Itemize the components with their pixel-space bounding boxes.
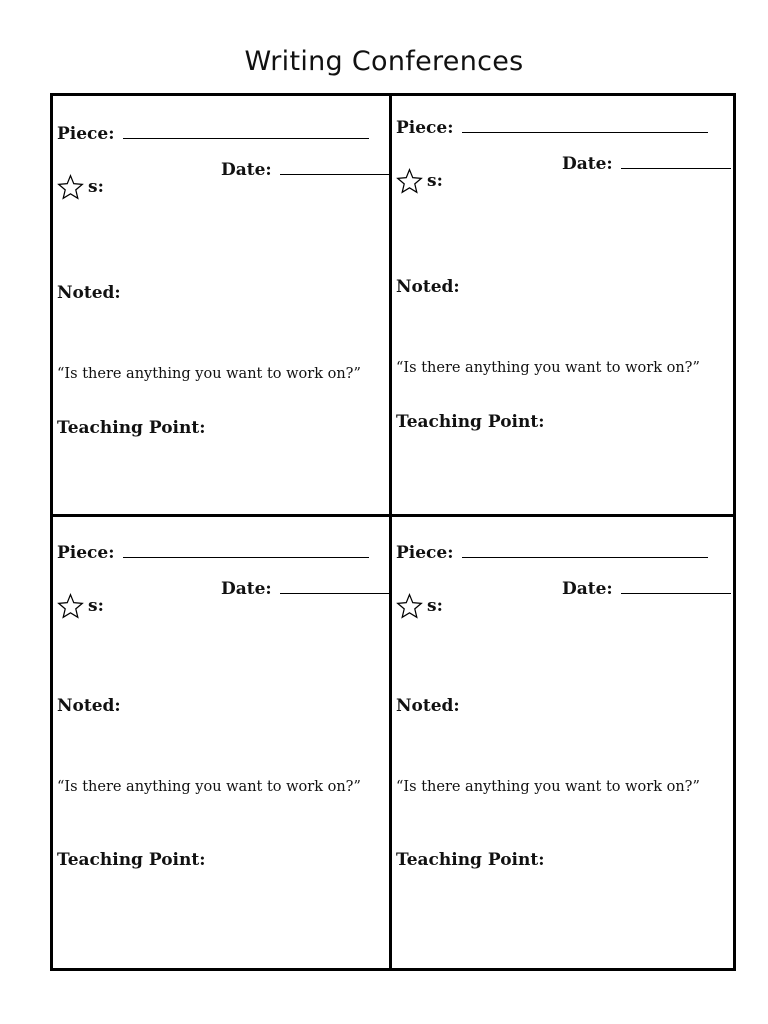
date-field[interactable] [562, 579, 731, 599]
conference-card-1 [57, 120, 387, 532]
star-outline-icon [57, 174, 84, 201]
stars-row [57, 174, 104, 201]
date-blank-line [280, 593, 390, 594]
star-outline-icon [57, 593, 84, 620]
stars-label: s: [427, 596, 443, 616]
piece-label: Piece: [396, 543, 454, 563]
question-prompt: “Is there anything you want to work on?” [57, 366, 361, 382]
conference-card-2 [396, 114, 726, 526]
stars-label: s: [88, 177, 104, 197]
conference-grid [50, 93, 736, 971]
question-prompt: “Is there anything you want to work on?” [396, 360, 700, 376]
date-field[interactable] [562, 154, 731, 174]
question-prompt: “Is there anything you want to work on?” [57, 779, 361, 795]
teaching-point-label: Teaching Point: [57, 850, 206, 870]
teaching-point-label: Teaching Point: [57, 418, 206, 438]
date-blank-line [621, 168, 731, 169]
date-blank-line [621, 593, 731, 594]
piece-blank-line [462, 557, 708, 558]
date-label: Date: [221, 579, 272, 599]
page-title: Writing Conferences [244, 46, 524, 77]
piece-blank-line [462, 132, 708, 133]
piece-field[interactable] [396, 543, 708, 563]
date-label: Date: [562, 154, 613, 174]
piece-label: Piece: [396, 118, 454, 138]
noted-label: Noted: [57, 283, 121, 303]
conference-card-4 [396, 539, 726, 951]
noted-label: Noted: [57, 696, 121, 716]
conference-card-3 [57, 539, 387, 951]
vertical-divider [389, 96, 392, 968]
piece-blank-line [123, 138, 369, 139]
piece-field[interactable] [57, 124, 369, 144]
teaching-point-label: Teaching Point: [396, 412, 545, 432]
teaching-point-label: Teaching Point: [396, 850, 545, 870]
piece-label: Piece: [57, 543, 115, 563]
piece-field[interactable] [57, 543, 369, 563]
piece-blank-line [123, 557, 369, 558]
date-label: Date: [221, 160, 272, 180]
noted-label: Noted: [396, 696, 460, 716]
date-field[interactable] [221, 160, 390, 180]
noted-label: Noted: [396, 277, 460, 297]
question-prompt: “Is there anything you want to work on?” [396, 779, 700, 795]
stars-row [57, 593, 104, 620]
date-field[interactable] [221, 579, 390, 599]
star-outline-icon [396, 593, 423, 620]
piece-field[interactable] [396, 118, 708, 138]
piece-label: Piece: [57, 124, 115, 144]
stars-label: s: [88, 596, 104, 616]
stars-label: s: [427, 171, 443, 191]
stars-row [396, 168, 443, 195]
date-blank-line [280, 174, 390, 175]
date-label: Date: [562, 579, 613, 599]
stars-row [396, 593, 443, 620]
star-outline-icon [396, 168, 423, 195]
